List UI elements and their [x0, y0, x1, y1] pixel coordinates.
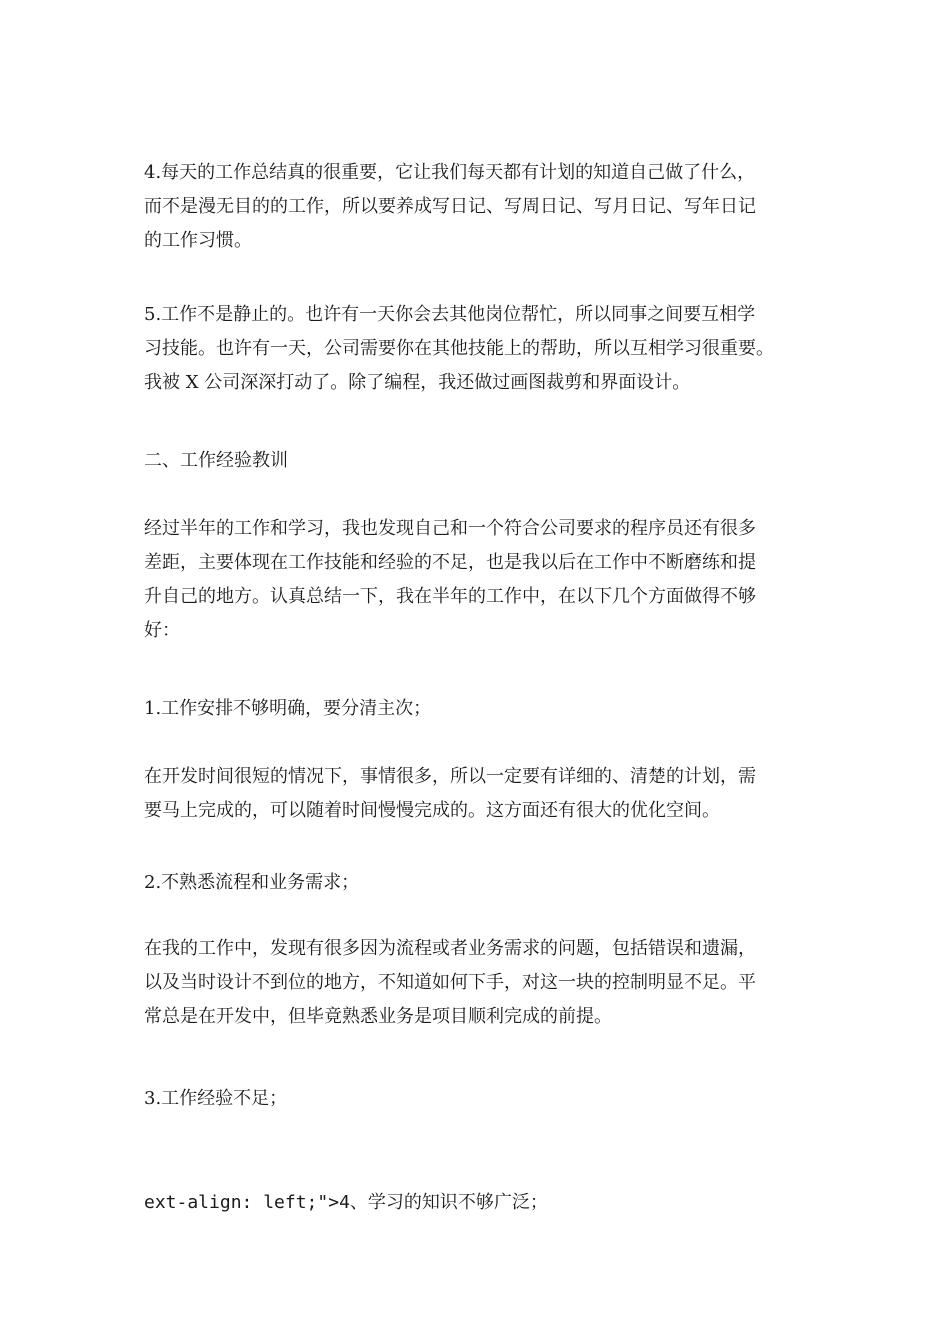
paragraph-process-requirements	[144, 932, 814, 1034]
list-item-3	[144, 1082, 814, 1116]
heading-text: 二、工作经验教训	[144, 450, 288, 471]
list-item-2	[144, 866, 814, 900]
list-item-1	[144, 692, 814, 726]
paragraph-planning	[144, 760, 814, 828]
list-item-4-raw	[144, 1186, 814, 1220]
text-line: ext-align: left;">4、学习的知识不够广泛；	[144, 1192, 548, 1213]
paragraph-daily-summary	[144, 156, 814, 258]
text-line: 升自己的地方。认真总结一下，我在半年的工作中，在以下几个方面做得不够	[144, 586, 756, 607]
paragraph-work-not-static	[144, 298, 814, 400]
text-line: 在开发时间很短的情况下，事情很多，所以一定要有详细的、清楚的计划，需	[144, 766, 756, 787]
section-heading-lessons	[144, 444, 814, 478]
text-line: 2.不熟悉流程和业务需求；	[144, 872, 360, 893]
text-line: 1.工作安排不够明确，要分清主次；	[144, 698, 432, 719]
text-line: 我被 X 公司深深打动了。除了编程，我还做过画图裁剪和界面设计。	[144, 372, 691, 393]
text-line: 3.工作经验不足；	[144, 1088, 288, 1109]
text-line: 习技能。也许有一天，公司需要你在其他技能上的帮助，所以互相学习很重要。	[144, 338, 774, 359]
text-line: 经过半年的工作和学习，我也发现自己和一个符合公司要求的程序员还有很多	[144, 518, 756, 539]
text-line: 而不是漫无目的的工作，所以要养成写日记、写周日记、写月日记、写年日记	[144, 196, 756, 217]
text-line: 常总是在开发中，但毕竟熟悉业务是项目顺利完成的前提。	[144, 1006, 612, 1027]
text-line: 差距，主要体现在工作技能和经验的不足，也是我以后在工作中不断磨练和提	[144, 552, 756, 573]
text-line: 4.每天的工作总结真的很重要，它让我们每天都有计划的知道自己做了什么，	[144, 162, 756, 183]
text-line: 的工作习惯。	[144, 230, 252, 251]
text-line: 在我的工作中，发现有很多因为流程或者业务需求的问题，包括错误和遗漏，	[144, 938, 756, 959]
text-line: 要马上完成的，可以随着时间慢慢完成的。这方面还有很大的优化空间。	[144, 800, 720, 821]
text-line: 以及当时设计不到位的地方，不知道如何下手，对这一块的控制明显不足。平	[144, 972, 756, 993]
paragraph-half-year-review	[144, 512, 814, 648]
text-line: 5.工作不是静止的。也许有一天你会去其他岗位帮忙，所以同事之间要互相学	[144, 304, 756, 325]
text-line: 好：	[144, 620, 180, 641]
